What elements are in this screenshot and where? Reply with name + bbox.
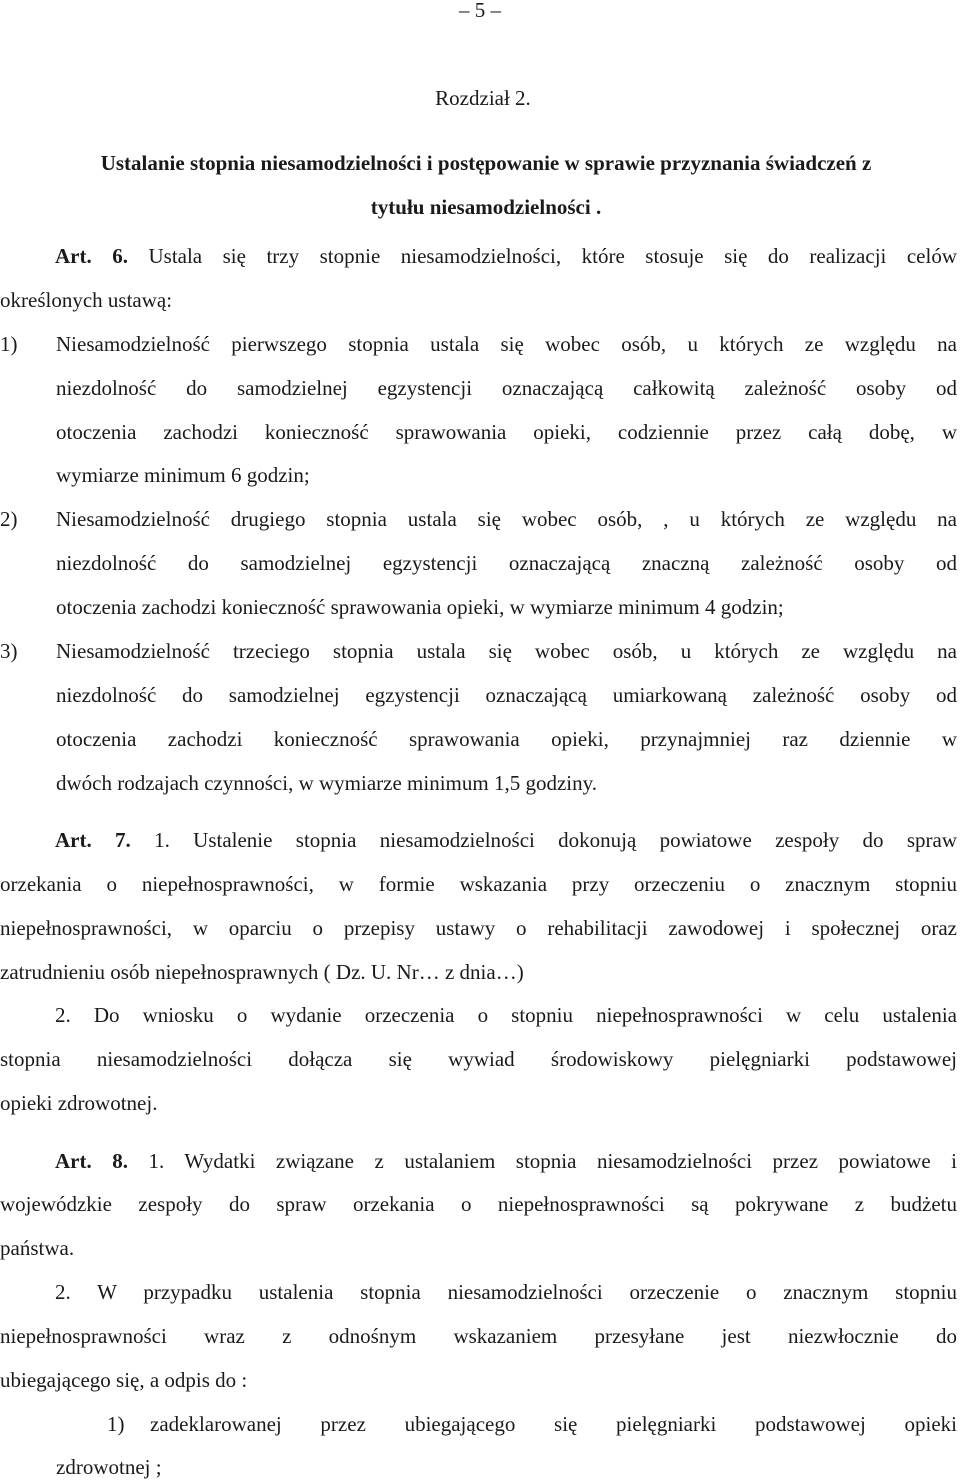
page-number: – 5 –	[459, 0, 501, 22]
chapter-title: Rozdział 2.	[435, 86, 531, 110]
art6-item-3-line-4: dwóch rodzajach czynności, w wymiarze minimum 1,5 godziny.	[56, 771, 597, 795]
chapter-heading	[12, 141, 960, 229]
art8-sub-item-1-number: 1)	[107, 1412, 125, 1436]
art6-intro-line-1	[55, 242, 957, 270]
chapter-heading-line-1: Ustalanie stopnia niesamodzielności i postępowanie w sprawie przyznania świadczeń z	[100, 151, 872, 175]
art6-item-1-line-2: niezdolność do samodzielnej egzystencji oznaczającą całkowitą zależność osoby od	[56, 376, 957, 400]
art6-item-1-line-3: otoczenia zachodzi konieczność sprawowania opieki, codziennie przez całą dobę, w	[56, 420, 957, 444]
art6-label: Art. 6.	[55, 244, 128, 268]
art8-p2-line-2: niepełnosprawności wraz z odnośnym wskazaniem przesyłane jest niezwłocznie do	[0, 1324, 957, 1348]
art7-p1-line-1	[55, 826, 957, 854]
art8-p2-line-3: ubiegającego się, a odpis do :	[0, 1368, 248, 1392]
art6-item-2-line-1: Niesamodzielność drugiego stopnia ustala się wobec osób, , u których ze względu na	[56, 507, 957, 531]
art8-label: Art. 8.	[55, 1149, 128, 1173]
art8-p1-text: 1. Wydatki związane z ustalaniem stopnia niesamodzielności przez powiatowe i	[127, 1149, 957, 1173]
art8-sub-item-1-line-2: zdrowotnej ;	[56, 1455, 162, 1479]
art6-intro-text: Ustala się trzy stopnie niesamodzielności, które stosuje się do realizacji celów	[127, 244, 958, 268]
art8-p2-line-1: 2. W przypadku ustalenia stopnia niesamodzielności orzeczenie o znacznym stopniu	[55, 1280, 957, 1304]
art6-item-3-number: 3)	[0, 639, 18, 663]
chapter-heading-line-2: tytułu niesamodzielności .	[370, 195, 602, 219]
art8-p1-line-1	[55, 1147, 957, 1175]
art7-p1-line-3: niepełnosprawności, w oparciu o przepisy ustawy o rehabilitacji zawodowej i społecznej oraz	[0, 916, 957, 940]
art7-p1-line-2: orzekania o niepełnosprawności, w formie wskazania przy orzeczeniu o znacznym stopniu	[0, 872, 957, 896]
art6-item-3-line-2: niezdolność do samodzielnej egzystencji oznaczającą umiarkowaną zależność osoby od	[56, 683, 957, 707]
art6-intro-line-2: określonych ustawą:	[0, 288, 173, 312]
art6-item-3-line-1: Niesamodzielność trzeciego stopnia ustala się wobec osób, u których ze względu na	[56, 639, 957, 663]
art6-item-2-line-3: otoczenia zachodzi konieczność sprawowania opieki, w wymiarze minimum 4 godzin;	[56, 595, 784, 619]
art7-p2-line-2: stopnia niesamodzielności dołącza się wywiad środowiskowy pielęgniarki podstawowej	[0, 1047, 957, 1071]
art7-label: Art. 7.	[55, 828, 131, 852]
art7-p2-line-3: opieki zdrowotnej.	[0, 1091, 158, 1115]
art6-item-1-line-4: wymiarze minimum 6 godzin;	[56, 463, 310, 487]
art6-item-3-line-3: otoczenia zachodzi konieczność sprawowania opieki, przynajmniej raz dziennie w	[56, 727, 957, 751]
art8-p1-line-3: państwa.	[0, 1236, 75, 1260]
art6-item-1-number: 1)	[0, 332, 18, 356]
art7-p1-text: 1. Ustalenie stopnia niesamodzielności dokonują powiatowe zespoły do spraw	[130, 828, 958, 852]
art7-p1-line-4: zatrudnieniu osób niepełnosprawnych ( Dz. U. Nr… z dnia…)	[0, 960, 524, 984]
art6-item-2-line-2: niezdolność do samodzielnej egzystencji oznaczającą znaczną zależność osoby od	[56, 551, 957, 575]
art6-item-2-number: 2)	[0, 507, 18, 531]
art6-item-1-line-1: Niesamodzielność pierwszego stopnia ustala się wobec osób, u których ze względu na	[56, 332, 957, 356]
art8-sub-item-1-line-1: zadeklarowanej przez ubiegającego się pielęgniarki podstawowej opieki	[150, 1412, 957, 1436]
art8-p1-line-2: wojewódzkie zespoły do spraw orzekania o niepełnosprawności są pokrywane z budżetu	[0, 1192, 957, 1216]
art7-p2-line-1: 2. Do wniosku o wydanie orzeczenia o stopniu niepełnosprawności w celu ustalenia	[55, 1003, 957, 1027]
